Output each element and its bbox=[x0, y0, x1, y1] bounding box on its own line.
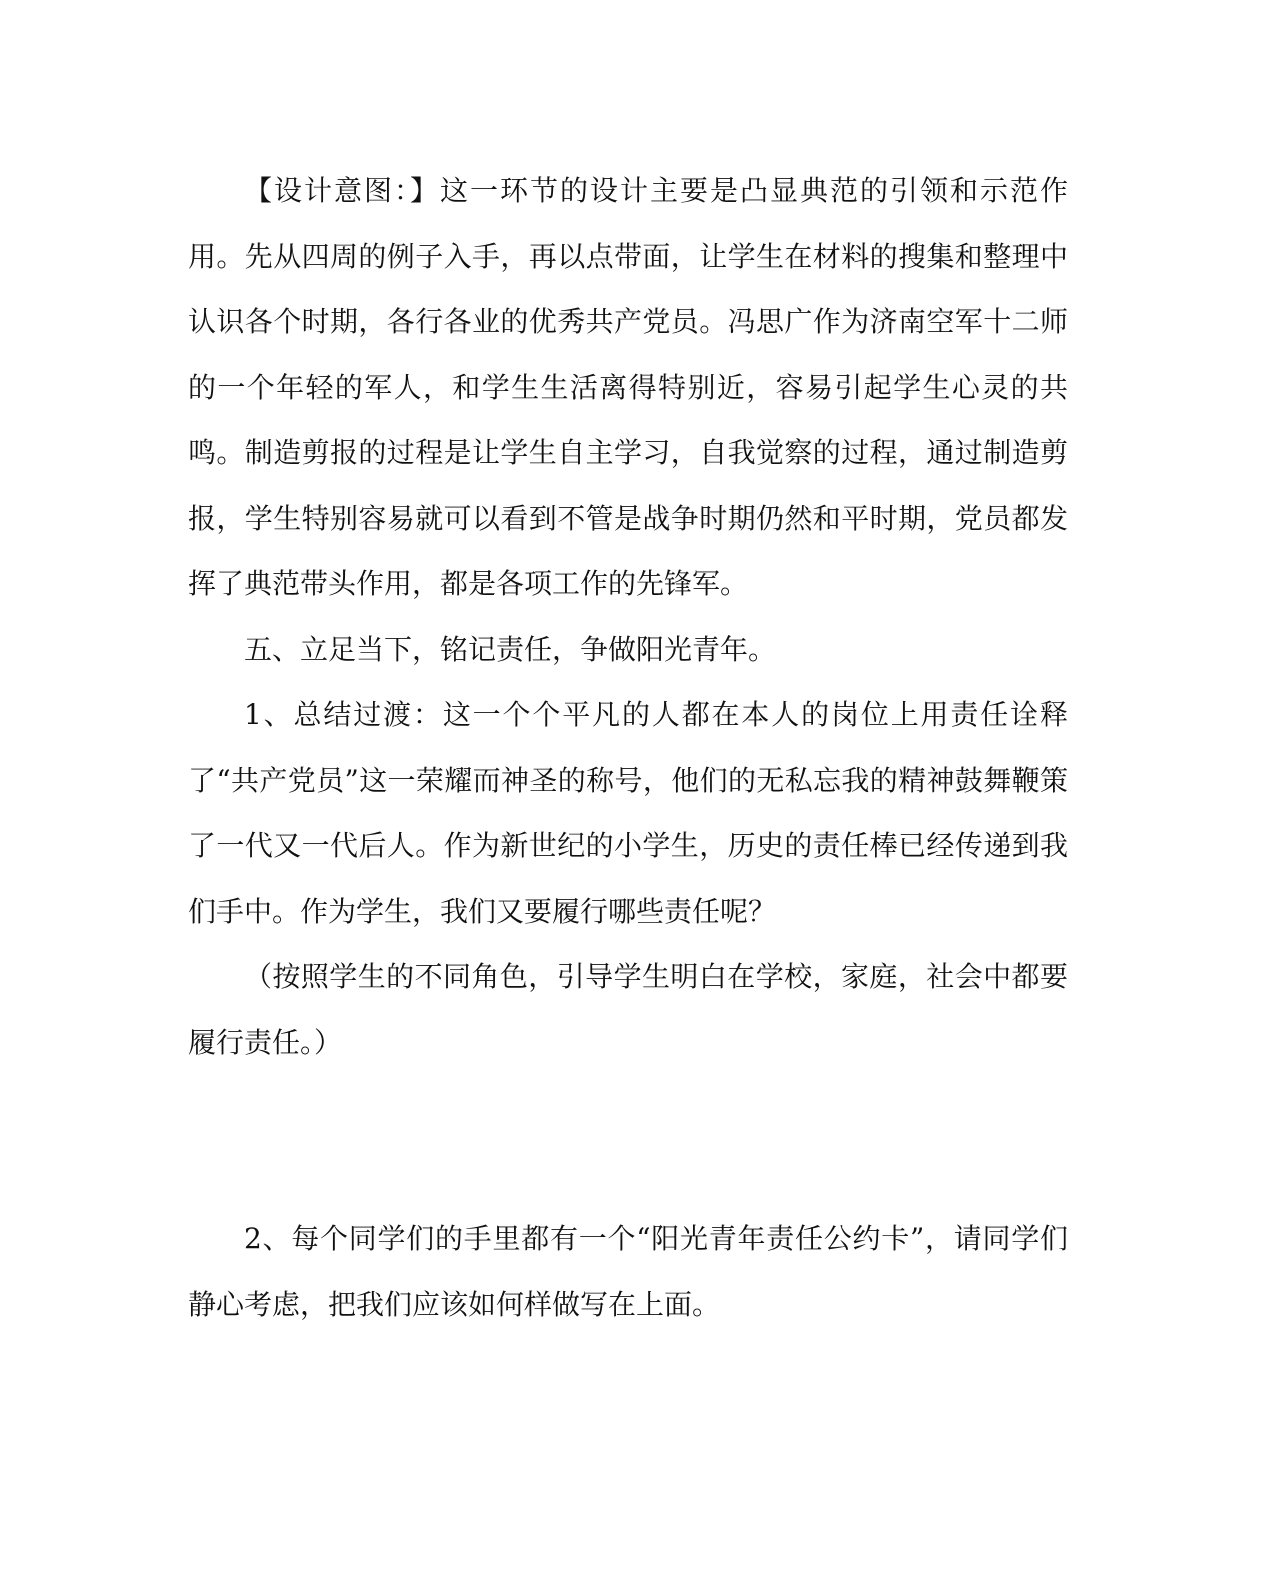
section-five-heading: 五、立足当下，铭记责任，争做阳光青年。 bbox=[244, 632, 777, 666]
guidance-note-paragraph: （按照学生的不同角色，引导学生明白在学校，家庭，社会中都要履行责任。） bbox=[188, 960, 1068, 1059]
design-intent-paragraph: 【设计意图：】这一环节的设计主要是凸显典范的引领和示范作用。先从四周的例子入手，再以点带面，让学生在材料的搜集和整理中认识各个时期，各行各业的优秀共产党员。冯思广作为济南空军十二师的一个年轻的军人，和学生生活离得特别近，容易引起学生心灵的共鸣。制造剪报的过程是让学生自主学习，自我觉察的过程，通过制造剪报，学生特别容易就可以看到不管是战争时期仍然和平时期，党员都发挥了典范带头作用，都是各项工作的先锋军。 bbox=[188, 174, 1068, 600]
pledge-card-paragraph: 2、每个同学们的手里都有一个“阳光青年责任公约卡”，请同学们静心考虑，把我们应该如何样做写在上面。 bbox=[188, 1222, 1068, 1321]
summary-transition-paragraph: 1、总结过渡：这一个个平凡的人都在本人的岗位上用责任诠释了“共产党员”这一荣耀而神圣的称号，他们的无私忘我的精神鼓舞鞭策了一代又一代后人。作为新世纪的小学生，历史的责任棒已经传递到我们手中。作为学生，我们又要履行哪些责任呢？ bbox=[188, 698, 1068, 928]
document-body bbox=[188, 158, 1068, 1337]
